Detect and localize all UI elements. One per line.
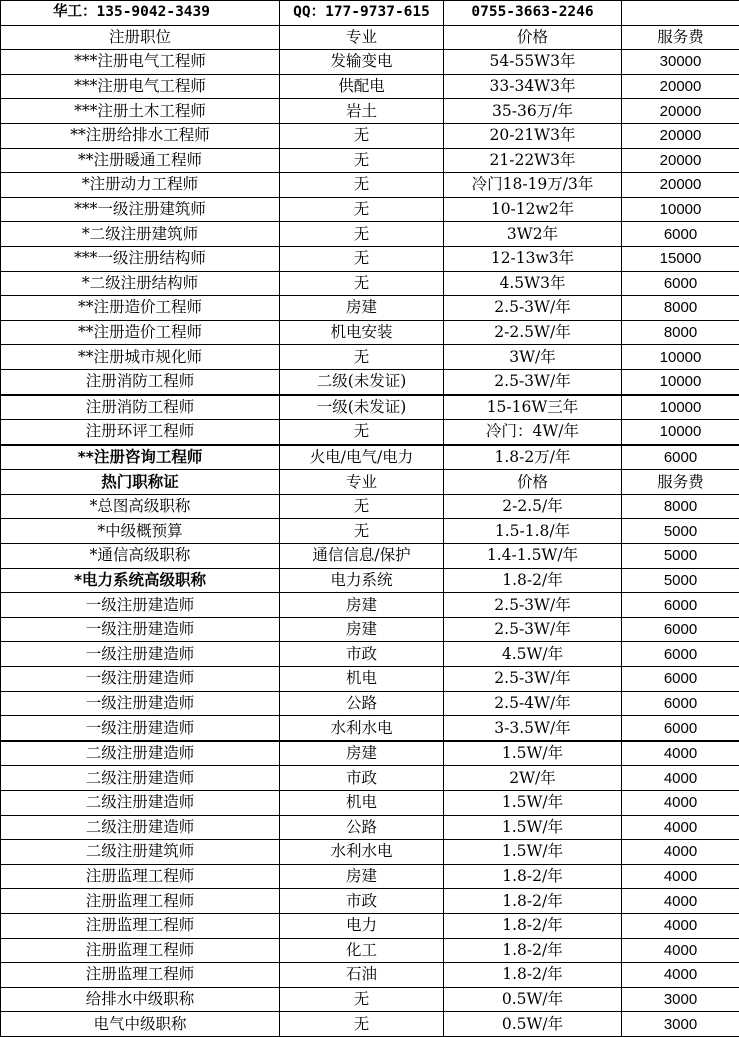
table-row (1, 246, 739, 271)
table-row (1, 716, 739, 741)
position-cell: **注册咨询工程师 (1, 445, 280, 470)
position-cell: ***一级注册建筑师 (1, 197, 280, 222)
position-cell: *电力系统高级职称 (1, 568, 280, 593)
major-cell: 房建 (280, 741, 444, 766)
table-row (1, 222, 739, 247)
price-cell: 1.5W/年 (444, 840, 622, 865)
table-row (1, 271, 739, 296)
table-row (1, 148, 739, 173)
position-cell: ***注册电气工程师 (1, 50, 280, 75)
position-cell: 注册监理工程师 (1, 963, 280, 988)
price-cell: 2.5-3W/年 (444, 593, 622, 618)
major-cell: 无 (280, 345, 444, 370)
price-cell: 3W/年 (444, 345, 622, 370)
fee-cell: 4000 (622, 938, 739, 963)
major-cell: 市政 (280, 766, 444, 791)
price-cell: 冷门18-19万/3年 (444, 173, 622, 198)
fee-cell: 20000 (622, 173, 739, 198)
table-row (1, 445, 739, 470)
fee-cell: 30000 (622, 50, 739, 75)
fee-cell: 20000 (622, 148, 739, 173)
table-row (1, 667, 739, 692)
major-cell: 无 (280, 222, 444, 247)
fee-cell: 10000 (622, 420, 739, 445)
major-cell: 市政 (280, 889, 444, 914)
position-cell: *二级注册结构师 (1, 271, 280, 296)
price-cell: 2-2.5/年 (444, 494, 622, 519)
position-cell: 一级注册建造师 (1, 642, 280, 667)
price-cell: 1.4-1.5W/年 (444, 544, 622, 569)
fee-cell: 8000 (622, 494, 739, 519)
price-cell: 2.5-4W/年 (444, 691, 622, 716)
position-cell: 一级注册建造师 (1, 617, 280, 642)
major-cell: 通信信息/保护 (280, 544, 444, 569)
fee-cell: 10000 (622, 197, 739, 222)
header-row-2 (1, 470, 739, 495)
table-row (1, 123, 739, 148)
price-cell: 1.8-2/年 (444, 889, 622, 914)
major-cell: 火电/电气/电力 (280, 445, 444, 470)
contact-phone: 0755-3663-2246 (444, 1, 622, 26)
table-row (1, 173, 739, 198)
major-cell: 电力系统 (280, 568, 444, 593)
fee-cell: 6000 (622, 445, 739, 470)
header-row (1, 25, 739, 50)
table-row (1, 593, 739, 618)
price-cell: 2.5-3W/年 (444, 617, 622, 642)
fee-cell: 20000 (622, 99, 739, 124)
fee-cell: 4000 (622, 889, 739, 914)
table-row (1, 791, 739, 816)
table-row (1, 766, 739, 791)
table-row (1, 864, 739, 889)
position-cell: *中级概预算 (1, 519, 280, 544)
fee-cell: 6000 (622, 617, 739, 642)
fee-cell: 20000 (622, 123, 739, 148)
position-cell: 注册监理工程师 (1, 889, 280, 914)
price-cell: 1.5W/年 (444, 741, 622, 766)
position-cell: *注册动力工程师 (1, 173, 280, 198)
major-cell: 机电安装 (280, 320, 444, 345)
price-cell: 4.5W/年 (444, 642, 622, 667)
contact-row (1, 1, 739, 26)
major-cell: 无 (280, 1012, 444, 1037)
position-cell: *通信高级职称 (1, 544, 280, 569)
major-cell: 无 (280, 173, 444, 198)
major-cell: 公路 (280, 815, 444, 840)
price-cell: 2-2.5W/年 (444, 320, 622, 345)
position-cell: 注册环评工程师 (1, 420, 280, 445)
table-row (1, 99, 739, 124)
price-cell: 15-16W三年 (444, 395, 622, 420)
price-cell: 0.5W/年 (444, 987, 622, 1012)
position-cell: 注册监理工程师 (1, 938, 280, 963)
major-cell: 岩土 (280, 99, 444, 124)
position-cell: **注册城市规化师 (1, 345, 280, 370)
major-cell: 无 (280, 123, 444, 148)
table-row (1, 296, 739, 321)
major-cell: 无 (280, 987, 444, 1012)
table-row (1, 840, 739, 865)
price-cell: 10-12w2年 (444, 197, 622, 222)
position-cell: *二级注册建筑师 (1, 222, 280, 247)
major-cell: 房建 (280, 593, 444, 618)
fee-cell: 20000 (622, 74, 739, 99)
price-cell: 1.8-2/年 (444, 864, 622, 889)
fee-cell: 6000 (622, 593, 739, 618)
price-cell: 20-21W3年 (444, 123, 622, 148)
major-cell: 无 (280, 197, 444, 222)
fee-cell: 6000 (622, 667, 739, 692)
price-cell: 冷门：4W/年 (444, 420, 622, 445)
price-cell: 33-34W3年 (444, 74, 622, 99)
fee-cell: 10000 (622, 345, 739, 370)
header2-title: 热门职称证 (1, 470, 280, 495)
table-row (1, 642, 739, 667)
position-cell: 一级注册建造师 (1, 667, 280, 692)
table-row (1, 544, 739, 569)
table-row (1, 369, 739, 394)
fee-cell: 6000 (622, 222, 739, 247)
position-cell: ***注册土木工程师 (1, 99, 280, 124)
major-cell: 无 (280, 420, 444, 445)
price-cell: 3W2年 (444, 222, 622, 247)
price-cell: 1.8-2/年 (444, 913, 622, 938)
header-price: 价格 (444, 25, 622, 50)
fee-cell: 4000 (622, 913, 739, 938)
fee-cell: 10000 (622, 369, 739, 394)
fee-cell: 6000 (622, 642, 739, 667)
major-cell: 房建 (280, 617, 444, 642)
table-row (1, 74, 739, 99)
major-cell: 机电 (280, 667, 444, 692)
major-cell: 无 (280, 271, 444, 296)
position-cell: 二级注册建造师 (1, 791, 280, 816)
price-cell: 54-55W3年 (444, 50, 622, 75)
major-cell: 水利水电 (280, 716, 444, 741)
table-row (1, 395, 739, 420)
contact-qq: QQ：177-9737-615 (280, 1, 444, 26)
major-cell: 房建 (280, 864, 444, 889)
position-cell: **注册给排水工程师 (1, 123, 280, 148)
fee-cell: 4000 (622, 791, 739, 816)
price-cell: 1.8-2/年 (444, 938, 622, 963)
table-row (1, 691, 739, 716)
position-cell: ***注册电气工程师 (1, 74, 280, 99)
major-cell: 无 (280, 148, 444, 173)
major-cell: 水利水电 (280, 840, 444, 865)
position-cell: 注册监理工程师 (1, 913, 280, 938)
price-cell: 12-13w3年 (444, 246, 622, 271)
price-cell: 2W/年 (444, 766, 622, 791)
position-cell: 二级注册建造师 (1, 766, 280, 791)
table-row (1, 345, 739, 370)
price-cell: 2.5-3W/年 (444, 667, 622, 692)
position-cell: 注册监理工程师 (1, 864, 280, 889)
header-position: 注册职位 (1, 25, 280, 50)
price-cell: 1.8-2万/年 (444, 445, 622, 470)
header2-fee: 服务费 (622, 470, 739, 495)
table-row (1, 50, 739, 75)
major-cell: 一级(未发证) (280, 395, 444, 420)
position-cell: 二级注册建造师 (1, 741, 280, 766)
header2-price: 价格 (444, 470, 622, 495)
position-cell: **注册造价工程师 (1, 296, 280, 321)
table-row (1, 741, 739, 766)
header-fee: 服务费 (622, 25, 739, 50)
fee-cell: 6000 (622, 716, 739, 741)
fee-cell: 8000 (622, 296, 739, 321)
price-cell: 1.8-2/年 (444, 568, 622, 593)
major-cell: 石油 (280, 963, 444, 988)
fee-cell: 5000 (622, 568, 739, 593)
major-cell: 房建 (280, 296, 444, 321)
major-cell: 化工 (280, 938, 444, 963)
contact-hua-gong: 华工：135-9042-3439 (1, 1, 280, 26)
position-cell: 二级注册建筑师 (1, 840, 280, 865)
major-cell: 电力 (280, 913, 444, 938)
fee-cell: 4000 (622, 766, 739, 791)
fee-cell: 5000 (622, 544, 739, 569)
price-cell: 35-36万/年 (444, 99, 622, 124)
position-cell: **注册暖通工程师 (1, 148, 280, 173)
position-cell: 电气中级职称 (1, 1012, 280, 1037)
price-cell: 1.5-1.8/年 (444, 519, 622, 544)
position-cell: **注册造价工程师 (1, 320, 280, 345)
header-major: 专业 (280, 25, 444, 50)
position-cell: 给排水中级职称 (1, 987, 280, 1012)
position-cell: 一级注册建造师 (1, 716, 280, 741)
contact-blank (622, 1, 739, 26)
fee-cell: 3000 (622, 987, 739, 1012)
fee-cell: 4000 (622, 840, 739, 865)
position-cell: 一级注册建造师 (1, 691, 280, 716)
position-cell: *总图高级职称 (1, 494, 280, 519)
table-row (1, 913, 739, 938)
price-cell: 4.5W3年 (444, 271, 622, 296)
table-row (1, 938, 739, 963)
fee-cell: 10000 (622, 395, 739, 420)
position-cell: 二级注册建造师 (1, 815, 280, 840)
table-row (1, 519, 739, 544)
price-cell: 2.5-3W/年 (444, 296, 622, 321)
fee-cell: 4000 (622, 864, 739, 889)
table-row (1, 815, 739, 840)
fee-cell: 15000 (622, 246, 739, 271)
table-row (1, 568, 739, 593)
table-row (1, 320, 739, 345)
major-cell: 供配电 (280, 74, 444, 99)
fee-cell: 3000 (622, 1012, 739, 1037)
table-row (1, 420, 739, 445)
position-cell: ***一级注册结构师 (1, 246, 280, 271)
header2-major: 专业 (280, 470, 444, 495)
major-cell: 市政 (280, 642, 444, 667)
price-cell: 1.5W/年 (444, 815, 622, 840)
fee-cell: 6000 (622, 271, 739, 296)
major-cell: 公路 (280, 691, 444, 716)
fee-cell: 4000 (622, 963, 739, 988)
major-cell: 无 (280, 494, 444, 519)
major-cell: 机电 (280, 791, 444, 816)
table-row (1, 617, 739, 642)
position-cell: 注册消防工程师 (1, 369, 280, 394)
price-cell: 1.5W/年 (444, 791, 622, 816)
table-row (1, 197, 739, 222)
fee-cell: 4000 (622, 741, 739, 766)
price-cell: 3-3.5W/年 (444, 716, 622, 741)
fee-cell: 5000 (622, 519, 739, 544)
table-row (1, 494, 739, 519)
price-cell: 21-22W3年 (444, 148, 622, 173)
price-cell: 1.8-2/年 (444, 963, 622, 988)
fee-cell: 8000 (622, 320, 739, 345)
table-row (1, 889, 739, 914)
major-cell: 二级(未发证) (280, 369, 444, 394)
position-cell: 一级注册建造师 (1, 593, 280, 618)
major-cell: 发输变电 (280, 50, 444, 75)
fee-cell: 4000 (622, 815, 739, 840)
fee-cell: 6000 (622, 691, 739, 716)
price-cell: 0.5W/年 (444, 1012, 622, 1037)
table-row (1, 963, 739, 988)
price-cell: 2.5-3W/年 (444, 369, 622, 394)
major-cell: 无 (280, 519, 444, 544)
major-cell: 无 (280, 246, 444, 271)
position-cell: 注册消防工程师 (1, 395, 280, 420)
table-row (1, 987, 739, 1012)
